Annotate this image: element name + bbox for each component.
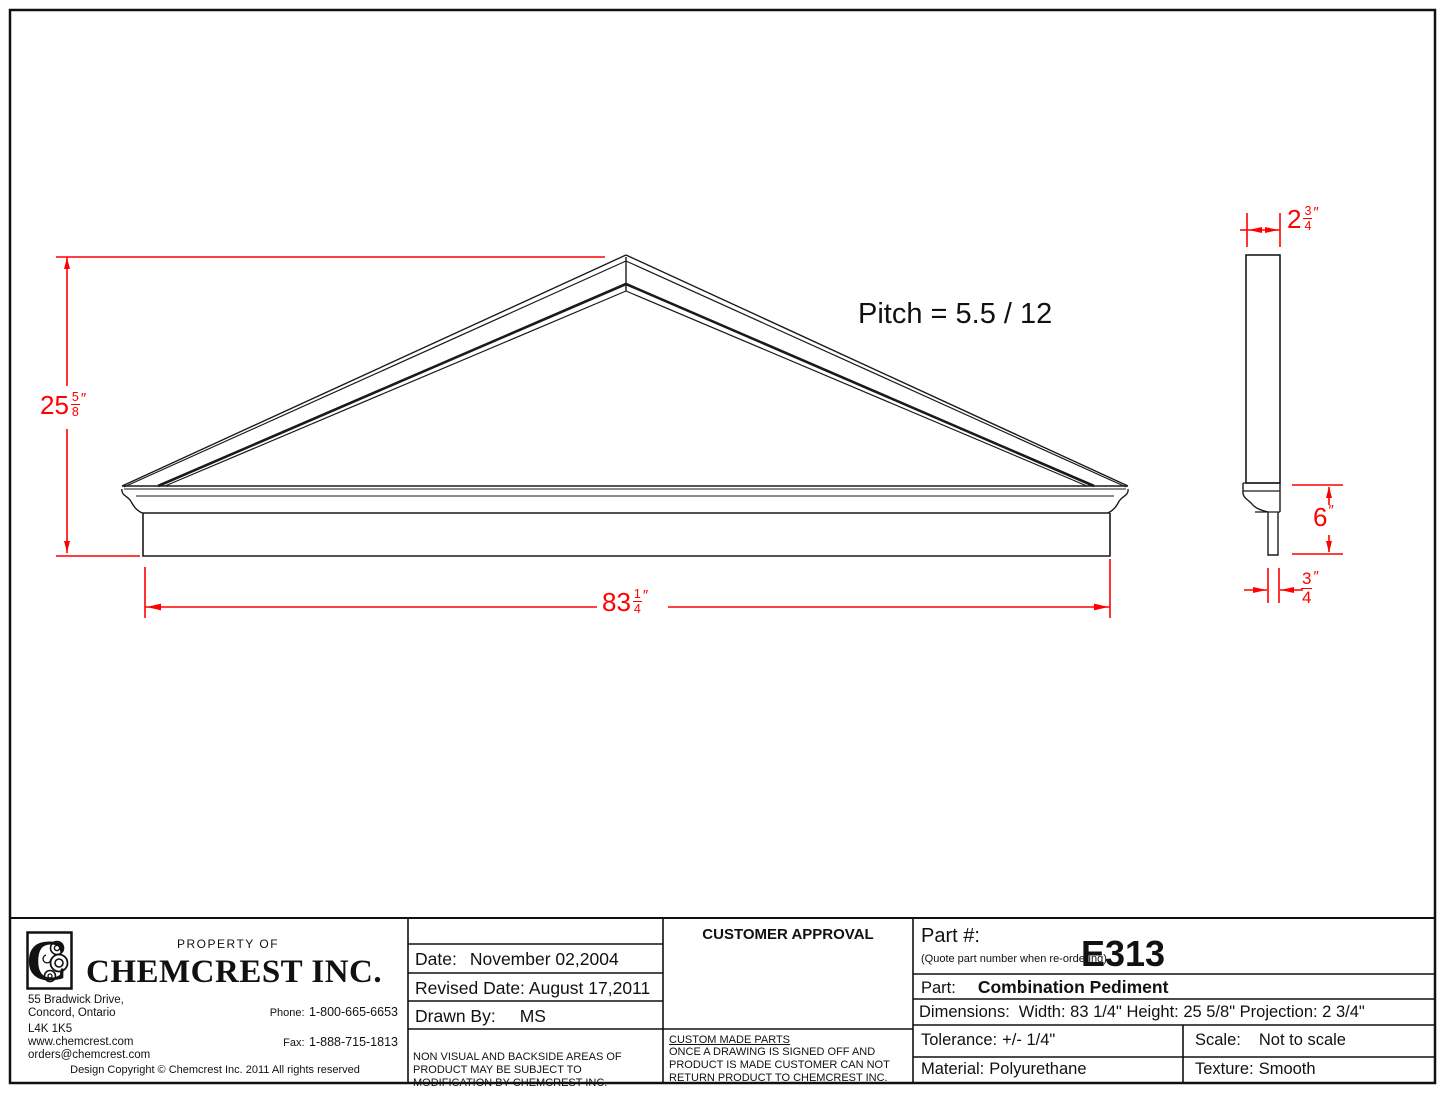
fax-label: Fax: [283, 1037, 305, 1049]
svg-text:C: C [26, 931, 68, 990]
copyright-line: Design Copyright © Chemcrest Inc. 2011 All rights reserved [70, 1064, 360, 1076]
modification-note: NON VISUAL AND BACKSIDE AREAS OF PRODUCT MAY BE SUBJECT TO MODIFICATION BY CHEMCREST INC. [413, 1051, 622, 1089]
frieze-board [143, 513, 1110, 556]
date-label: Date: [415, 949, 457, 969]
website: www.chemcrest.com [28, 1036, 134, 1048]
postal-code: L4K 1K5 [28, 1023, 73, 1035]
tolerance-value: +/- 1/4" [1002, 1031, 1056, 1049]
revised-date-row [415, 978, 650, 998]
property-of-label: PROPERTY OF [177, 937, 280, 951]
email: orders@chemcrest.com [28, 1049, 151, 1061]
dimension-frieze-thickness: $\frac{3}{4}$ ″ [1302, 568, 1319, 607]
dimension-projection: 2 $\frac{3}{4}$ ″ [1287, 204, 1319, 234]
address-line1: 55 Bradwick Drive, [28, 994, 124, 1006]
phone-label: Phone: [269, 1007, 305, 1019]
crown-ogee-left [122, 489, 142, 513]
rake-molding-left [158, 284, 626, 486]
part-number-value: E313 [1081, 933, 1166, 974]
phone-row [238, 1003, 398, 1021]
date-row [415, 949, 619, 969]
material-value: Polyurethane [989, 1060, 1087, 1078]
part-number-hint: (Quote part number when re-ordering) [921, 953, 1107, 965]
custom-made-parts-note: ONCE A DRAWING IS SIGNED OFF AND PRODUCT IS MADE CUSTOMER CAN NOT RETURN PRODUCT TO CHEMCREST INC. [669, 1046, 890, 1084]
tolerance-label: Tolerance: [921, 1031, 998, 1049]
chemcrest-logo [26, 931, 73, 990]
texture-label: Texture: [1195, 1060, 1254, 1078]
customer-approval-title: CUSTOMER APPROVAL [702, 926, 874, 943]
material-row [921, 1060, 1087, 1079]
part-label: Part: [921, 979, 956, 997]
dimension-width: 83 $\frac{1}{4}$ ″ [602, 587, 649, 617]
custom-made-parts-heading: CUSTOM MADE PARTS [669, 1034, 791, 1046]
scale-value: Not to scale [1258, 1031, 1346, 1049]
revised-date-value: August 17,2011 [528, 978, 651, 998]
scale-row [1195, 1031, 1346, 1050]
revised-date-label: Revised Date: [415, 978, 525, 998]
drawn-by-value: MS [519, 1006, 546, 1026]
dimension-height: 25 $\frac{5}{8}$ ″ [40, 390, 87, 420]
tolerance-row [921, 1031, 1055, 1050]
phone-number: 1-800-665-6653 [309, 1005, 398, 1019]
dimensions-row [919, 1003, 1365, 1022]
date-value: November 02,2004 [469, 949, 619, 969]
address-line2: Concord, Ontario [28, 1007, 116, 1019]
dimension-lines [56, 213, 1343, 618]
texture-row [1195, 1060, 1316, 1079]
part-name-value: Combination Pediment [977, 977, 1169, 997]
fax-row [238, 1033, 398, 1051]
pitch-label: Pitch = 5.5 / 12 [858, 298, 1053, 330]
part-name-row [921, 977, 1168, 998]
crown-ogee-right [1108, 489, 1128, 513]
side-ogee [1243, 491, 1268, 512]
drawn-by-row [415, 1006, 546, 1026]
scale-label: Scale: [1195, 1031, 1241, 1049]
dimension-return-height: 6 ″ [1313, 502, 1334, 532]
material-label: Material: [921, 1060, 985, 1078]
pediment-side-view [1243, 255, 1280, 555]
dimension-arrowheads [64, 227, 1332, 610]
part-number-label: Part #: [921, 925, 980, 947]
sheet-border [10, 10, 1435, 1083]
texture-value: Smooth [1258, 1060, 1316, 1078]
side-frieze-stem [1268, 512, 1278, 555]
dimensions-value: Width: 83 1/4" Height: 25 5/8" Projection: 2 3/4" [1018, 1003, 1365, 1021]
fax-number: 1-888-715-1813 [309, 1035, 398, 1049]
dimensions-label: Dimensions: [919, 1003, 1010, 1021]
company-name: CHEMCREST INC. [86, 954, 383, 990]
drawn-by-label: Drawn By: [415, 1006, 496, 1026]
